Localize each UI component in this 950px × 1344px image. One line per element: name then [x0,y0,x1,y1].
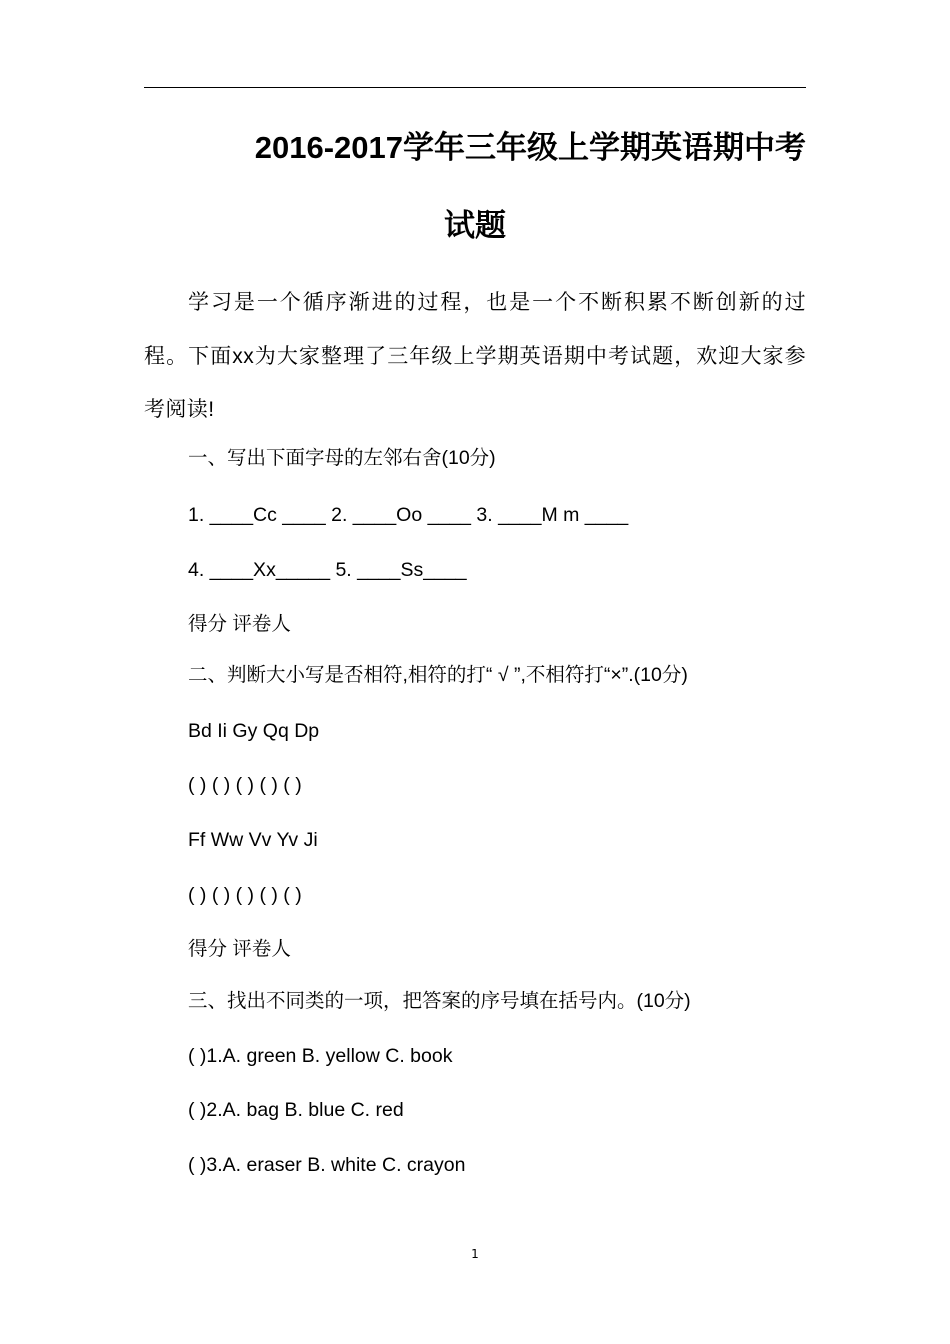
section-2-heading: 二、判断大小写是否相符,相符的打“ √ ”,不相符打“×”.(10分) [188,664,688,686]
section-1-row-1: 1. ____Cc ____ 2. ____Oo ____ 3. ____M m ____ [188,504,629,526]
section-3-question-3: ( )3.A. eraser B. white C. crayon [188,1154,466,1176]
section-2-brackets-2: ( ) ( ) ( ) ( ) ( ) [188,884,302,906]
document-title-line-1: 2016-2017学年三年级上学期英语期中考 [254,130,806,165]
section-3-question-1: ( )1.A. green B. yellow C. book [188,1045,453,1067]
section-1-score-label: 得分 评卷人 [188,613,291,635]
section-2-brackets-1: ( ) ( ) ( ) ( ) ( ) [188,774,302,796]
document-title-line-2: 试题 [444,208,506,243]
section-3-question-2: ( )2.A. bag B. blue C. red [188,1099,404,1121]
intro-paragraph: 学习是一个循序渐进的过程，也是一个不断积累不断创新的过程。下面xx为大家整理了三年级上学期英语期中考试题，欢迎大家参考阅读! [144,291,806,421]
header-rule [144,87,806,88]
section-2-score-label: 得分 评卷人 [188,938,291,960]
section-1-heading: 一、写出下面字母的左邻右舍(10分) [188,447,496,469]
page-number: 1 [471,1247,479,1261]
section-2-letters-1: Bd Ii Gy Qq Dp [188,720,320,742]
section-3-heading: 三、找出不同类的一项，把答案的序号填在括号内。(10分) [188,990,691,1012]
section-1-row-2: 4. ____Xx_____ 5. ____Ss____ [188,559,467,581]
section-2-letters-2: Ff Ww Vv Yv Ji [188,829,318,851]
